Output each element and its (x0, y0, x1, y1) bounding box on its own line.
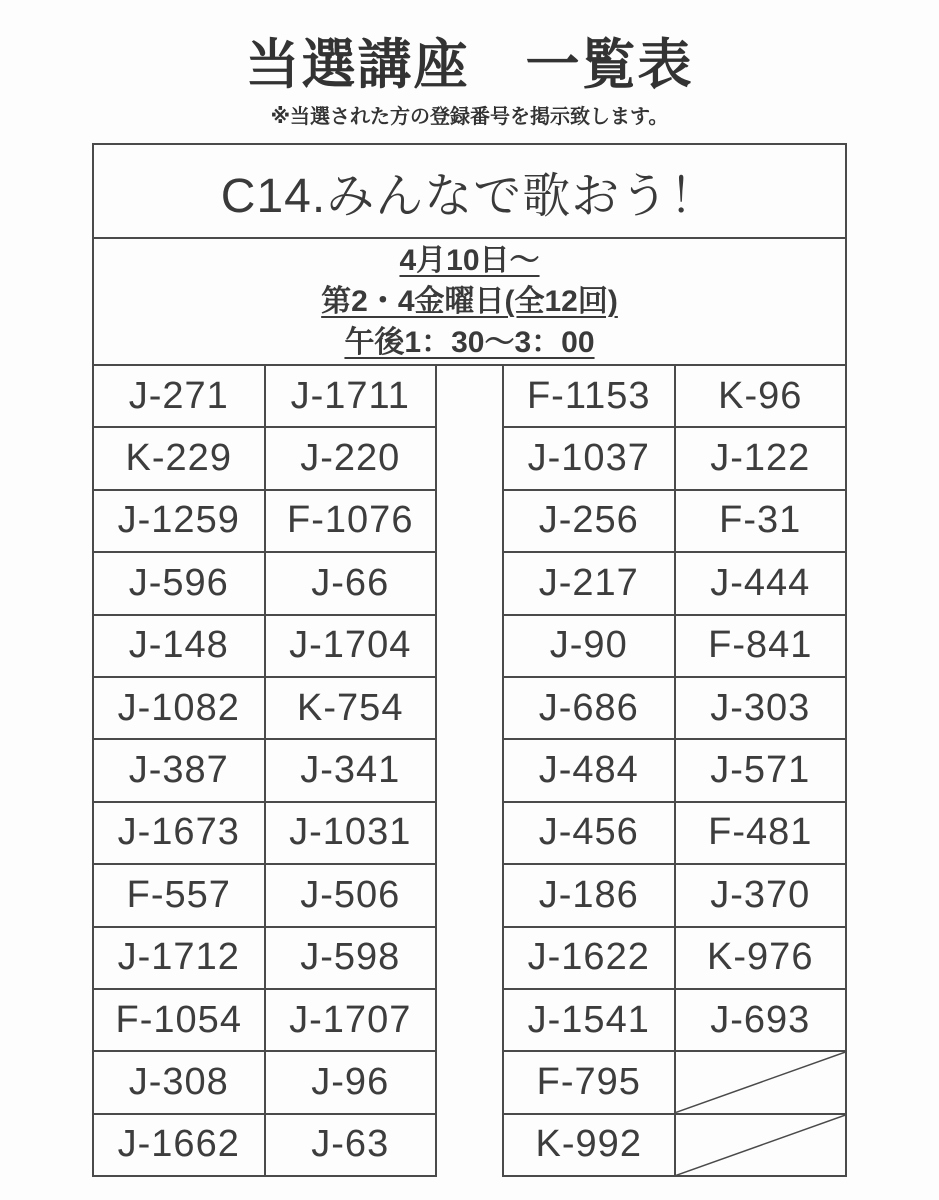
table-row (504, 551, 845, 613)
registration-id-cell: J-122 (710, 437, 811, 480)
registration-id-cell: J-1673 (94, 803, 266, 863)
registration-id-cell: J-1037 (504, 428, 676, 488)
registration-id-cell: J-220 (300, 437, 401, 480)
course-name: C14.みんなで歌おう！ (94, 145, 845, 239)
registration-id-cell: J-598 (300, 936, 401, 979)
table-row (504, 426, 845, 488)
table-row (504, 1113, 845, 1175)
schedule-days: 第2・4金曜日(全12回) (321, 285, 618, 318)
registration-id-cell: F-841 (708, 624, 813, 667)
registration-id-cell: K-229 (94, 428, 266, 488)
table-row (504, 988, 845, 1050)
registration-id-cell: J-271 (94, 366, 266, 426)
registration-id-cell: J-1031 (289, 811, 412, 854)
table-row (504, 676, 845, 738)
registration-id-cell: J-1082 (94, 678, 266, 738)
left-registration-table (92, 366, 437, 1177)
registration-id-cell: J-96 (311, 1060, 390, 1103)
empty-diagonal-cell (676, 1115, 846, 1175)
table-row (504, 738, 845, 800)
registration-id-cell: J-571 (710, 749, 811, 792)
registration-id-cell: K-992 (504, 1115, 676, 1175)
table-row (504, 614, 845, 676)
registration-id-cell: J-1712 (94, 928, 266, 988)
registration-id-cell: J-256 (504, 491, 676, 551)
table-row (94, 1113, 435, 1175)
registration-id-cell: J-1622 (504, 928, 676, 988)
registration-id-cell: J-1662 (94, 1115, 266, 1175)
page-subtitle: ※当選された方の登録番号を掲示致します。 (270, 106, 669, 128)
registration-id-cell: J-456 (504, 803, 676, 863)
registration-id-cell: J-1259 (94, 491, 266, 551)
table-row (94, 738, 435, 800)
registration-id-cell: J-1707 (289, 998, 412, 1041)
registration-id-cell: J-506 (300, 873, 401, 916)
table-row (94, 1050, 435, 1112)
page-title: 当選講座 一覧表 (245, 35, 694, 95)
table-row (94, 988, 435, 1050)
registration-id-cell: J-308 (94, 1052, 266, 1112)
registration-id-cell: J-217 (504, 553, 676, 613)
diagonal-slash-line (676, 1052, 846, 1112)
table-row (504, 801, 845, 863)
table-row (94, 551, 435, 613)
registration-id-cell: J-1541 (504, 990, 676, 1050)
registration-id-cell: K-976 (707, 936, 814, 979)
registration-id-cell: J-303 (710, 686, 811, 729)
registration-id-cell: F-1054 (94, 990, 266, 1050)
course-header-box (92, 143, 847, 366)
registration-id-cell: J-341 (300, 749, 401, 792)
table-row (94, 676, 435, 738)
registration-id-cell: J-686 (504, 678, 676, 738)
table-row (94, 863, 435, 925)
registration-id-cell: J-693 (710, 998, 811, 1041)
diagonal-slash-line (676, 1115, 846, 1175)
table-row (504, 926, 845, 988)
registration-id-cell: K-96 (718, 374, 803, 417)
registration-id-cell: F-481 (708, 811, 813, 854)
table-row (504, 1050, 845, 1112)
table-row (504, 366, 845, 426)
table-row (94, 366, 435, 426)
table-row (94, 614, 435, 676)
table-row (94, 426, 435, 488)
registration-id-cell: F-557 (94, 865, 266, 925)
table-row (94, 801, 435, 863)
registration-id-cell: J-63 (311, 1123, 390, 1166)
right-registration-table (502, 366, 847, 1177)
registration-id-cell: J-370 (710, 873, 811, 916)
registration-id-cell: F-1153 (504, 366, 676, 426)
table-row (94, 489, 435, 551)
registration-id-cell: J-596 (94, 553, 266, 613)
table-row (504, 489, 845, 551)
empty-diagonal-cell (676, 1052, 846, 1112)
registration-id-cell: J-66 (311, 561, 390, 604)
table-row (504, 863, 845, 925)
registration-id-cell: J-90 (504, 616, 676, 676)
registration-id-cell: J-484 (504, 740, 676, 800)
registration-id-cell: J-1711 (290, 374, 410, 417)
course-schedule (94, 239, 845, 364)
registration-id-cell: J-186 (504, 865, 676, 925)
table-row (94, 926, 435, 988)
registration-id-cell: J-444 (710, 561, 811, 604)
registration-id-cell: F-795 (504, 1052, 676, 1112)
schedule-time: 午後1：30～3：00 (344, 326, 595, 359)
registration-id-cell: J-1704 (289, 624, 412, 667)
registration-id-cell: F-1076 (287, 499, 414, 542)
schedule-start-date: 4月10日～ (399, 244, 540, 277)
registration-id-cell: J-148 (94, 616, 266, 676)
registration-id-cell: K-754 (297, 686, 404, 729)
registration-id-cell: J-387 (94, 740, 266, 800)
registration-id-cell: F-31 (719, 499, 802, 542)
